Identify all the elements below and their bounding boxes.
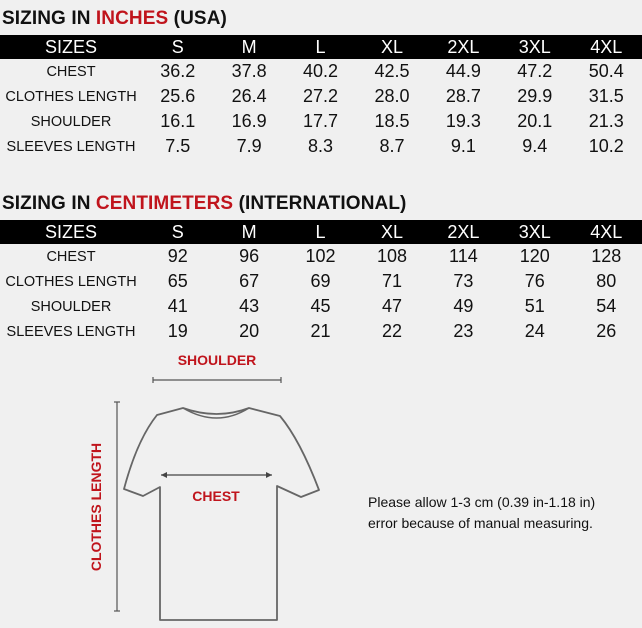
measurement-value: 76 xyxy=(524,271,545,291)
measurement-value: 20 xyxy=(239,321,260,341)
measurement-label: CLOTHES LENGTH xyxy=(5,273,137,290)
chest-label: CHEST xyxy=(192,488,240,504)
measurement-value: 42.5 xyxy=(374,61,410,81)
measurement-value: 19.3 xyxy=(445,111,481,131)
measurement-value: 71 xyxy=(381,271,402,291)
shoulder-measure-line xyxy=(153,377,281,383)
measurement-value: 27.2 xyxy=(303,86,339,106)
measurement-value: 40.2 xyxy=(303,61,339,81)
size-header-cell: 3XL xyxy=(499,220,570,244)
size-header-cell: 2XL xyxy=(428,220,499,244)
measurement-value: 44.9 xyxy=(445,61,481,81)
inches-title-suffix: (USA) xyxy=(168,8,227,29)
measurement-value: 22 xyxy=(381,321,402,341)
header-row xyxy=(0,35,642,59)
measurement-value: 120 xyxy=(519,246,550,266)
size-header-cell: L xyxy=(285,35,356,59)
measurement-value: 41 xyxy=(167,296,188,316)
note-line-1: Please allow 1-3 cm (0.39 in-1.18 in) xyxy=(368,494,596,510)
measurement-value: 21 xyxy=(310,321,331,341)
measurement-value: 65 xyxy=(167,271,188,291)
measurement-label: SHOULDER xyxy=(30,113,112,130)
measurement-value: 28.0 xyxy=(374,86,410,106)
shoulder-label: SHOULDER xyxy=(177,352,257,368)
table-row xyxy=(0,269,642,294)
measurement-value: 69 xyxy=(310,271,331,291)
measurement-value: 31.5 xyxy=(588,86,624,106)
measurement-value: 128 xyxy=(591,246,622,266)
measurement-value: 26 xyxy=(596,321,617,341)
measurement-value: 16.1 xyxy=(160,111,196,131)
measurement-label: CHEST xyxy=(46,63,96,80)
measurement-value: 37.8 xyxy=(231,61,267,81)
measurement-value: 20.1 xyxy=(517,111,553,131)
measurement-value: 36.2 xyxy=(160,61,196,81)
measurement-label: CHEST xyxy=(46,248,96,265)
size-header-cell: M xyxy=(213,220,284,244)
measurement-value: 28.7 xyxy=(445,86,481,106)
measurement-label: CLOTHES LENGTH xyxy=(5,88,137,105)
length-measure-line xyxy=(114,402,120,611)
tshirt-collar xyxy=(183,408,249,418)
measurement-value: 23 xyxy=(453,321,474,341)
table-row xyxy=(0,109,642,134)
measurement-value: 7.5 xyxy=(165,136,191,156)
measurement-value: 47.2 xyxy=(517,61,553,81)
size-header-cell: XL xyxy=(356,35,427,59)
tshirt-outline-icon xyxy=(124,408,319,620)
note-line-2: error because of manual measuring. xyxy=(368,515,593,531)
measurement-value: 102 xyxy=(305,246,336,266)
measurement-label: SLEEVES LENGTH xyxy=(6,323,136,340)
measurement-note xyxy=(368,492,638,534)
size-header-cell: S xyxy=(142,35,213,59)
measurement-value: 92 xyxy=(167,246,188,266)
size-header-cell: 3XL xyxy=(499,35,570,59)
measurement-value: 29.9 xyxy=(517,86,553,106)
table-row xyxy=(0,244,642,269)
sizes-header: SIZES xyxy=(0,220,142,244)
measurement-value: 21.3 xyxy=(588,111,624,131)
size-header-cell: 4XL xyxy=(570,220,642,244)
measurement-value: 7.9 xyxy=(236,136,262,156)
measurement-value: 17.7 xyxy=(303,111,339,131)
header-row xyxy=(0,220,642,244)
table-row xyxy=(0,134,642,159)
tshirt-measurement-diagram xyxy=(0,340,642,628)
measurement-value: 9.4 xyxy=(522,136,548,156)
inches-title-prefix: SIZING IN xyxy=(2,8,96,29)
measurement-value: 80 xyxy=(596,271,617,291)
measurement-label: SLEEVES LENGTH xyxy=(6,138,136,155)
inches-size-table xyxy=(0,35,642,159)
measurement-value: 8.3 xyxy=(308,136,334,156)
measurement-value: 9.1 xyxy=(450,136,476,156)
size-header-cell: XL xyxy=(356,220,427,244)
measurement-value: 19 xyxy=(167,321,188,341)
measurement-value: 24 xyxy=(524,321,545,341)
measurement-value: 114 xyxy=(449,246,478,266)
measurement-value: 10.2 xyxy=(588,136,624,156)
measurement-value: 73 xyxy=(453,271,474,291)
chest-measure-line xyxy=(161,472,272,478)
size-header-cell: S xyxy=(142,220,213,244)
measurement-value: 26.4 xyxy=(231,86,267,106)
sizes-header: SIZES xyxy=(0,35,142,59)
size-header-cell: M xyxy=(213,35,284,59)
measurement-value: 43 xyxy=(239,296,260,316)
table-row xyxy=(0,294,642,319)
table-row xyxy=(0,84,642,109)
clothes-length-label: CLOTHES LENGTH xyxy=(88,442,104,572)
measurement-value: 45 xyxy=(310,296,331,316)
measurement-value: 18.5 xyxy=(374,111,410,131)
table-row xyxy=(0,59,642,84)
measurement-value: 47 xyxy=(381,296,402,316)
measurement-value: 8.7 xyxy=(379,136,405,156)
centimeters-title-unit: CENTIMETERS xyxy=(95,193,234,214)
measurement-label: SHOULDER xyxy=(30,298,112,315)
measurement-value: 96 xyxy=(239,246,260,266)
size-header-cell: 4XL xyxy=(570,35,642,59)
centimeters-title-suffix: (INTERNATIONAL) xyxy=(233,193,407,214)
inches-title-unit: INCHES xyxy=(95,8,169,29)
measurement-value: 51 xyxy=(524,296,545,316)
measurement-value: 67 xyxy=(239,271,260,291)
measurement-value: 16.9 xyxy=(231,111,267,131)
centimeters-size-table xyxy=(0,220,642,344)
measurement-value: 50.4 xyxy=(588,61,624,81)
centimeters-section-title xyxy=(2,193,406,215)
measurement-value: 25.6 xyxy=(160,86,196,106)
measurement-value: 49 xyxy=(453,296,474,316)
centimeters-title-prefix: SIZING IN xyxy=(2,193,96,214)
size-header-cell: 2XL xyxy=(428,35,499,59)
measurement-value: 108 xyxy=(376,246,407,266)
inches-section-title xyxy=(2,8,227,30)
size-header-cell: L xyxy=(285,220,356,244)
measurement-value: 54 xyxy=(596,296,617,316)
